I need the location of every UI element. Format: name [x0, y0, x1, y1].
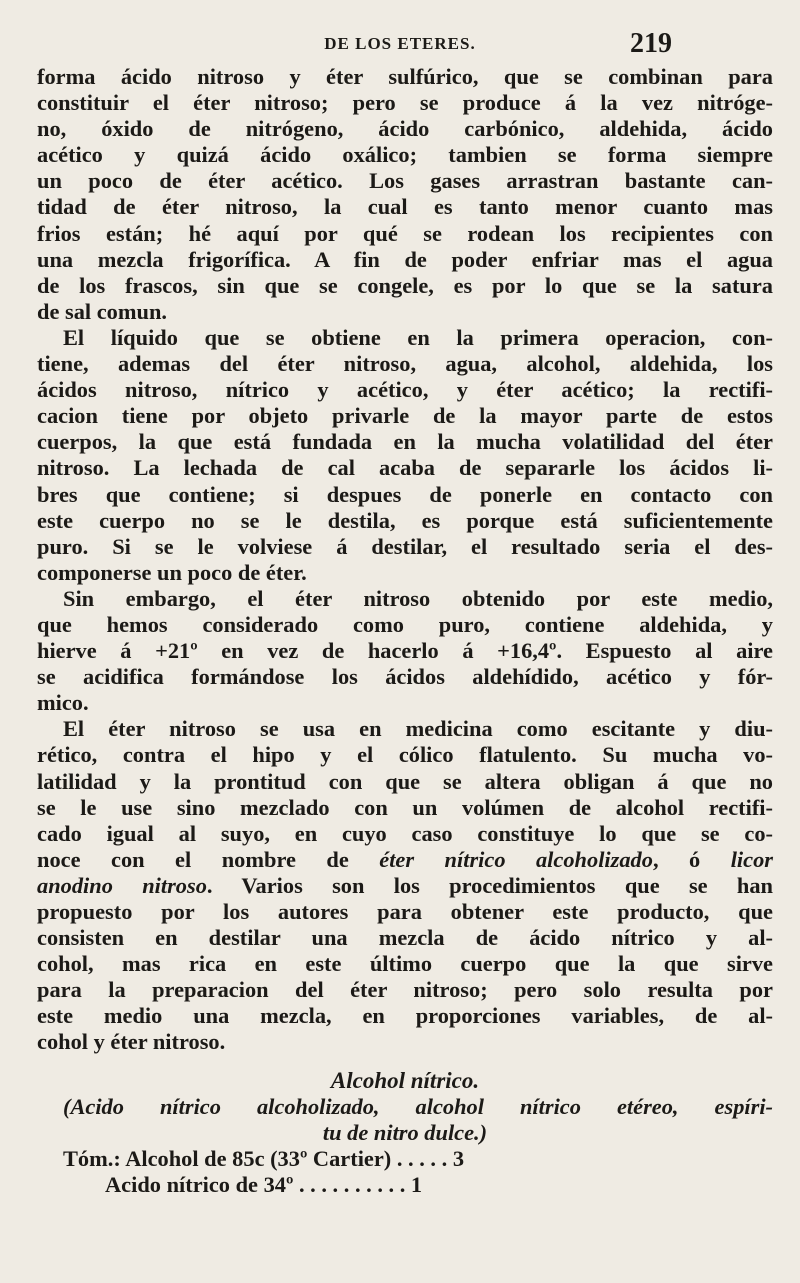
text-line: cado igual al suyo, en cuyo caso constituye lo que se co- [37, 820, 773, 846]
text-line: se acidifica formándose los ácidos aldehídido, acético y fór- [37, 664, 773, 690]
text-line: una mezcla frigorífica. A fin de poder enfriar mas el agua [37, 246, 773, 272]
spacer [37, 1056, 773, 1068]
text-line: un poco de éter acético. Los gases arrastran bastante can- [37, 168, 773, 194]
text-run: , ó [652, 846, 731, 872]
text-run: noce con el nombre de [37, 846, 380, 872]
text-line: acético y quizá ácido oxálico; tambien se forma siempre [37, 142, 773, 168]
italic-term: éter nítrico alcoholizado [379, 846, 653, 872]
text-line: El líquido que se obtiene en la primera operacion, con- [63, 324, 773, 350]
text-line: rético, contra el hipo y el cólico flatulento. Su mucha vo- [37, 742, 773, 768]
text-line: tidad de éter nitroso, la cual es tanto menor cuanto mas [37, 194, 773, 220]
section-heading: Alcohol nítrico. [330, 1067, 480, 1093]
text-line: puro. Si se le volviese á destilar, el resultado seria el des- [37, 533, 773, 559]
synonyms-line [37, 1094, 773, 1120]
text-line: consisten en destilar una mezcla de ácido nítrico y al- [37, 925, 773, 951]
text-line: constituir el éter nitroso; pero se produce á la vez nitróge- [37, 90, 773, 116]
running-title: DE LOS ETERES. [324, 34, 476, 53]
text-line: propuesto por los autores para obtener este producto, que [37, 899, 773, 924]
synonyms-text: (Acido nítrico alcoholizado, alcohol nítrico etéreo, espíri- [63, 1093, 773, 1119]
page-number: 219 [630, 28, 672, 59]
text-line: cacion tiene por objeto privarle de la mayor parte de estos [37, 403, 773, 429]
synonyms-line: tu de nitro dulce.) [322, 1119, 488, 1145]
text-line: hierve á +21º en vez de hacerlo á +16,4º. Espuesto al aire [37, 638, 773, 664]
text-line: no, óxido de nitrógeno, ácido carbónico, aldehida, ácido [37, 116, 773, 142]
text-line: cohol, mas rica en este último cuerpo que la que sirve [37, 951, 773, 977]
text-line: se le use sino mezclado con un volúmen de alcohol rectifi- [37, 794, 773, 820]
text-line [37, 847, 773, 873]
text-line: tiene, ademas del éter nitroso, agua, alcohol, aldehida, los [37, 351, 773, 377]
text-line: latilidad y la prontitud con que se altera obligan á que no [37, 768, 773, 794]
text-line: mico. [37, 690, 89, 716]
text-line: nitroso. La lechada de cal acaba de separarle los ácidos li- [37, 455, 773, 481]
text-line: bres que contiene; si despues de ponerle en contacto con [37, 481, 773, 507]
text-line: que hemos considerado como puro, contiene aldehida, y [37, 611, 773, 637]
text-line: frios están; hé aquí por qué se rodean los recipientes con [37, 220, 773, 246]
text-line: Sin embargo, el éter nitroso obtenido por este medio, [63, 585, 773, 611]
running-head [0, 28, 800, 62]
text-line: cuerpos, la que está fundada en la mucha volatilidad del éter [37, 429, 773, 455]
text-line: de sal comun. [37, 298, 168, 324]
text-line: este cuerpo no se le destila, es porque está suficientemente [37, 507, 773, 533]
italic-term: anodino nitroso [37, 872, 207, 898]
italic-term: licor [730, 846, 773, 872]
text-line: forma ácido nitroso y éter sulfúrico, que se combinan para [37, 64, 773, 89]
text-run: . Varios son los procedimientos que se han [206, 872, 774, 898]
text-line: este medio una mezcla, en proporciones variables, de al- [37, 1003, 773, 1029]
recipe-line: Tóm.: Alcohol de 85c (33º Cartier) . . . . . 3 [63, 1145, 465, 1171]
text-line: componerse un poco de éter. [37, 559, 307, 585]
text-line: para la preparacion del éter nitroso; pero solo resulta por [37, 977, 773, 1003]
text-line: ácidos nitroso, nítrico y acético, y éter acético; la rectifi- [37, 377, 773, 403]
text-line: El éter nitroso se usa en medicina como escitante y diu- [63, 716, 773, 742]
text-line [37, 873, 773, 899]
body-text [37, 64, 773, 1198]
text-line: cohol y éter nitroso. [37, 1029, 226, 1055]
recipe-line: Acido nítrico de 34º . . . . . . . . . . 1 [105, 1171, 423, 1197]
text-line: de los frascos, sin que se congele, es por lo que se la satura [37, 272, 773, 298]
